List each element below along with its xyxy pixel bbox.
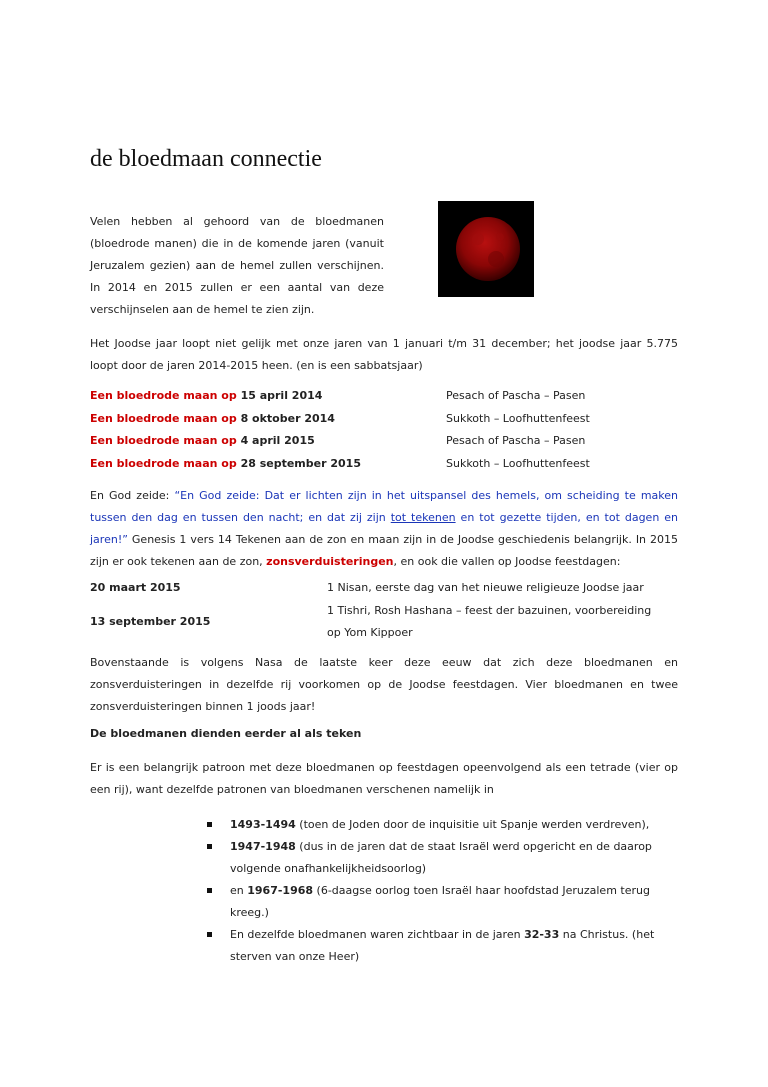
genesis-quote-end: en tot gezette tijden, en tot dagen en jaren!” bbox=[90, 511, 679, 546]
genesis-lead: En God zeide: bbox=[90, 489, 175, 502]
blood-moon-prefix: Een bloedrode maan op bbox=[90, 411, 237, 425]
blood-moon-date: 8 oktober 2014 bbox=[240, 411, 335, 425]
blood-moon-row bbox=[90, 453, 690, 476]
bullet-square-icon bbox=[207, 888, 212, 893]
list-item bbox=[207, 880, 687, 924]
zonsverduisteringen-highlight: zonsverduisteringen bbox=[266, 555, 394, 568]
genesis-paragraph bbox=[90, 485, 678, 573]
blood-moon-feast: Pesach of Pascha – Pasen bbox=[446, 434, 586, 447]
blood-moon-date: 28 september 2015 bbox=[240, 456, 361, 470]
blood-moon-feast: Sukkoth – Loofhuttenfeest bbox=[446, 411, 590, 425]
document-title: de bloedmaan connectie bbox=[90, 146, 322, 172]
eclipse-description: 1 Tishri, Rosh Hashana – feest der bazuinen, voorbereiding op Yom Kippoer bbox=[327, 604, 652, 639]
tetrade-list bbox=[207, 814, 687, 968]
tot-tekenen-link[interactable]: tot tekenen bbox=[390, 511, 456, 524]
blood-moon-row bbox=[90, 385, 690, 408]
bullet-square-icon bbox=[207, 844, 212, 849]
eclipse-date: 13 september 2015 bbox=[90, 615, 211, 628]
list-item-text: na Christus. (het sterven van onze Heer) bbox=[230, 928, 655, 963]
blood-moon-prefix: Een bloedrode maan op bbox=[90, 434, 237, 447]
eclipse-description: 1 Nisan, eerste dag van het nieuwe religieuze Joodse jaar bbox=[327, 581, 644, 594]
year-range: 1947-1948 bbox=[230, 840, 296, 853]
genesis-rest-end: , en ook die vallen op Joodse feestdagen: bbox=[393, 555, 621, 568]
list-item-pre: En dezelfde bloedmanen waren zichtbaar in de jaren bbox=[230, 928, 525, 941]
blood-moon-prefix: Een bloedrode maan op bbox=[90, 389, 237, 402]
list-item-pre: en bbox=[230, 884, 248, 897]
list-item bbox=[207, 924, 687, 968]
section-heading: De bloedmanen dienden eerder al als teken bbox=[90, 727, 362, 740]
list-item bbox=[207, 836, 687, 880]
blood-moon-list bbox=[90, 385, 690, 475]
year-range: 32-33 bbox=[524, 928, 560, 941]
joods-jaar-paragraph: Het Joodse jaar loopt niet gelijk met onze jaren van 1 januari t/m 31 december; het joodse jaar 5.775 loopt door de jaren 2014-2015 heen. (en is een sabbatsjaar) bbox=[90, 337, 678, 372]
year-range: 1967-1968 bbox=[247, 884, 314, 897]
blood-moon-row bbox=[90, 430, 690, 453]
blood-moon-date: 4 april 2015 bbox=[240, 434, 315, 447]
genesis-quote: “En God zeide: Dat er lichten zijn in het uitspansel des hemels, om scheiding te maken tussen den dag en tussen den nacht; en dat zij zijn bbox=[90, 489, 679, 524]
bullet-square-icon bbox=[207, 932, 212, 937]
blood-moon-feast: Sukkoth – Loofhuttenfeest bbox=[446, 456, 590, 470]
bullet-square-icon bbox=[207, 822, 212, 827]
list-item bbox=[207, 814, 687, 836]
patroon-paragraph: Er is een belangrijk patroon met deze bloedmanen op feestdagen opeenvolgend als een tetrade (vier op een rij), want dezelfde patronen van bloedmanen verschenen namelijk in bbox=[90, 761, 678, 796]
intro-paragraph: Velen hebben al gehoord van de bloedmanen (bloedrode manen) die in de komende jaren (vanuit Jeruzalem gezien) aan de hemel zullen verschijnen. In 2014 en 2015 zullen er een aantal van deze verschijnselen aan de hemel te zien zijn. bbox=[90, 215, 384, 316]
nasa-paragraph: Bovenstaande is volgens Nasa de laatste keer deze eeuw dat zich deze bloedmanen en zonsverduisteringen in dezelfde rij voorkomen op de Joodse feestdagen. Vier bloedmanen en twee zonsverduisteringen binnen 1 joods jaar! bbox=[90, 656, 678, 713]
blood-moon-image bbox=[438, 201, 534, 297]
list-item-text: (6-daagse oorlog toen Israël haar hoofdstad Jeruzalem terug kreeg.) bbox=[230, 884, 650, 919]
genesis-rest: Genesis 1 vers 14 Tekenen aan de zon en maan zijn in de Joodse geschiedenis belangrijk. In 2015 zijn er ook tekenen aan de zon, bbox=[90, 533, 678, 568]
blood-moon-row bbox=[90, 408, 690, 431]
blood-moon-prefix: Een bloedrode maan op bbox=[90, 456, 237, 470]
year-range: 1493-1494 bbox=[230, 818, 296, 831]
list-item-text: (toen de Joden door de inquisitie uit Spanje werden verdreven), bbox=[295, 818, 650, 831]
eclipse-date: 20 maart 2015 bbox=[90, 581, 181, 594]
list-item-text: (dus in de jaren dat de staat Israël werd opgericht en de daarop volgende onafhankelijkheidsoorlog) bbox=[230, 840, 652, 875]
blood-moon-icon bbox=[438, 201, 534, 297]
blood-moon-date: 15 april 2014 bbox=[240, 389, 323, 402]
blood-moon-feast: Pesach of Pascha – Pasen bbox=[446, 389, 586, 402]
